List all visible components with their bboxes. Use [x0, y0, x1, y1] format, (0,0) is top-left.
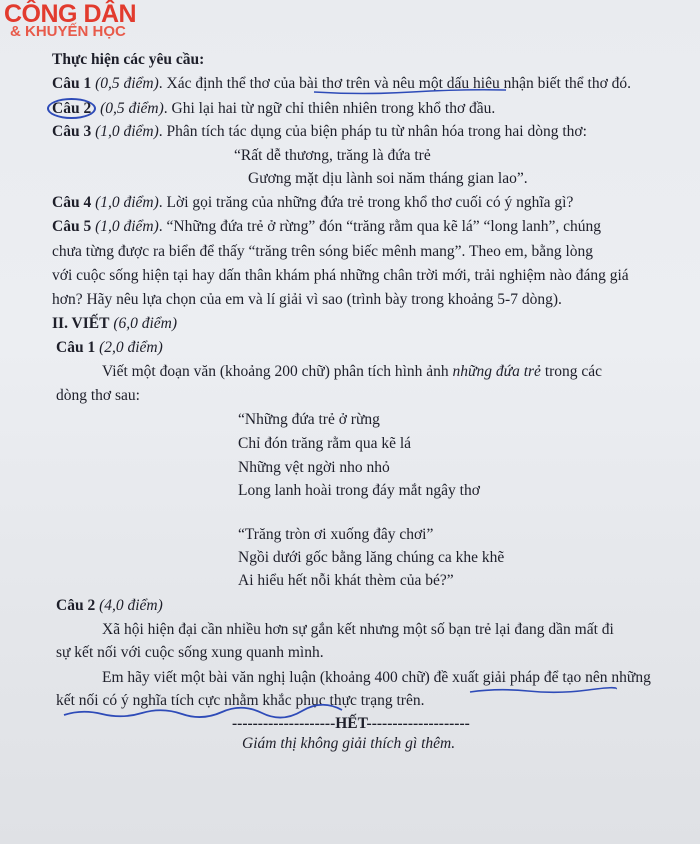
c1-verse1-line-1: “Những đứa trẻ ở rừng — [238, 411, 380, 428]
q3-score: (1,0 điểm) — [95, 123, 159, 140]
c1-intro-b: trong các — [544, 363, 603, 380]
logo-bottom-text: & KHUYẾN HỌC — [10, 23, 126, 40]
q2-score: (0,5 điểm) — [100, 100, 164, 117]
c2-score: (4,0 điểm) — [99, 597, 163, 614]
q5-line-1: . “Những đứa trẻ ở rừng” đón “trăng rằm qua kẽ lá” “long lanh”, chúng — [158, 218, 602, 235]
c2-p1-line-2: sự kết nối với cuộc sống xung quanh mình. — [56, 644, 324, 661]
writing-c2-heading — [56, 596, 163, 616]
q3-text: . Phân tích tác dụng của biện pháp tu từ nhân hóa trong hai dòng thơ: — [158, 123, 587, 140]
c1-intro-em: những đứa trẻ — [452, 363, 541, 380]
q4-score: (1,0 điểm) — [95, 194, 159, 211]
q3-label: Câu 3 — [52, 123, 92, 140]
q3-verse-line-2: Gương mặt dịu lành soi năm tháng gian lao”. — [248, 170, 528, 187]
c1-verse1-line-3: Những vệt ngời nho nhỏ — [238, 459, 390, 476]
c1-intro-a: Viết một đoạn văn (khoảng 200 chữ) phân tích hình ảnh — [102, 363, 449, 380]
writing-heading-score: (6,0 điểm) — [113, 315, 178, 332]
q5-line-2: chưa từng được ra biển để thấy “trăng trên sóng biếc mênh mang”. Theo em, bằng lòng — [52, 243, 594, 260]
q1-score: (0,5 điểm) — [95, 75, 159, 92]
c1-score: (2,0 điểm) — [99, 339, 163, 356]
footer-note: Giám thị không giải thích gì thêm. — [242, 735, 456, 752]
c2-p2-line-2: kết nối có ý nghĩa tích cực nhằm khắc phục thực trạng trên. — [56, 692, 425, 709]
q3-verse-line-1: “Rất dễ thương, trăng là đứa trẻ — [234, 147, 431, 164]
c1-intro-line-2: dòng thơ sau: — [56, 387, 140, 404]
q5-line-4: hơn? Hãy nêu lựa chọn của em và lí giải vì sao (trình bày trong khoảng 5-7 dòng). — [52, 291, 562, 308]
c1-intro-line-1 — [102, 362, 602, 382]
logo-top-text: CÔNG DÂN — [4, 0, 137, 28]
q2-text: . Ghi lại hai từ ngữ chỉ thiên nhiên trong khổ thơ đầu. — [163, 100, 496, 117]
pen-underline-mark-3 — [312, 86, 508, 98]
question-3 — [52, 122, 587, 142]
c2-p1-line-1: Xã hội hiện đại cần nhiều hơn sự gắn kết nhưng một số bạn trẻ lại đang dần mất đi — [102, 621, 614, 638]
end-marker: --------------------HẾT-------------------- — [232, 715, 470, 732]
q5-line-3: với cuộc sống hiện tại hay dấn thân khám phá những chân trời mới, trải nghiệm nào đáng giá — [52, 267, 629, 284]
question-5 — [52, 217, 601, 237]
c1-verse1-line-2: Chỉ đón trăng rằm qua kẽ lá — [238, 435, 412, 452]
c1-verse2-line-3: Ai hiểu hết nỗi khát thèm của bé?” — [238, 572, 454, 589]
q1-label: Câu 1 — [52, 75, 92, 92]
q5-score: (1,0 điểm) — [95, 218, 159, 235]
pen-underline-mark-2 — [468, 684, 618, 698]
writing-c1-heading — [56, 338, 163, 358]
q2-label-circled: Câu 2 — [47, 98, 96, 119]
c1-verse2-line-1: “Trăng tròn ơi xuống đây chơi” — [238, 526, 434, 543]
c2-label: Câu 2 — [56, 597, 96, 614]
question-2 — [52, 98, 495, 119]
writing-heading — [52, 314, 177, 334]
c1-verse2-line-2: Ngồi dưới gốc bằng lăng chúng ca khe khẽ — [238, 549, 505, 566]
reading-heading: Thực hiện các yêu cầu: — [52, 51, 205, 68]
q4-label: Câu 4 — [52, 194, 92, 211]
q5-label: Câu 5 — [52, 218, 92, 235]
c1-verse1-line-4: Long lanh hoài trong đáy mắt ngây thơ — [238, 482, 480, 499]
c2-p2-line-1: Em hãy viết một bài văn nghị luận (khoảng 400 chữ) đề xuất giải pháp để tạo nên những — [102, 669, 651, 686]
q1-text: . Xác định thể thơ của bài thơ trên và nêu một dấu hiệu nhận biết thể thơ đó. — [158, 75, 632, 92]
writing-heading-title: II. VIẾT — [52, 315, 110, 332]
question-4 — [52, 193, 573, 213]
q4-text: . Lời gọi trăng của những đứa trẻ trong khổ thơ cuối có ý nghĩa gì? — [158, 194, 574, 211]
c1-label: Câu 1 — [56, 339, 96, 356]
publisher-logo — [4, 2, 136, 39]
